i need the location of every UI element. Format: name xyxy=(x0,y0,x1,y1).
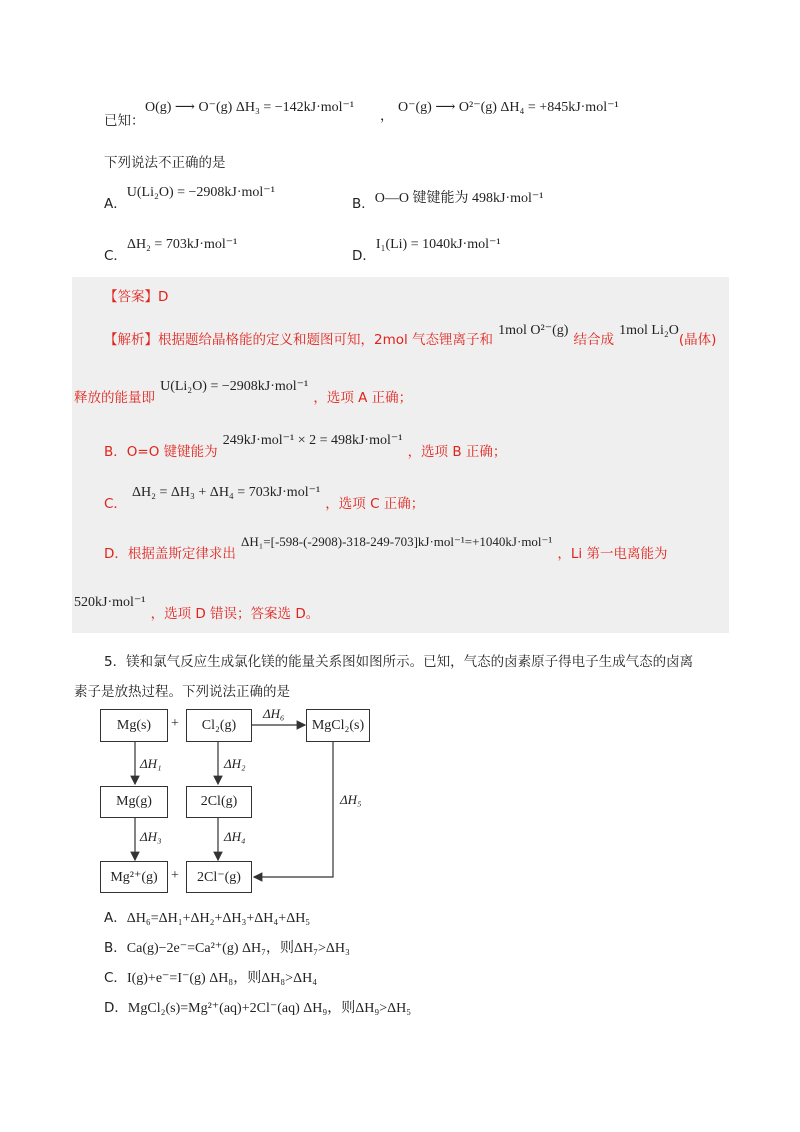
analysis-text: ，选项 D 错误；答案选 D。 xyxy=(150,606,320,622)
box-2cl-gas: 2Cl(g) xyxy=(186,786,252,818)
q5-option-d xyxy=(104,996,411,1017)
label-dh2: ΔH₂ xyxy=(224,756,246,771)
box-cl2-gas: Cl₂(g) xyxy=(186,709,252,742)
given-equation-3: O(g) ⟶ O⁻(g) ΔH₃ = −142kJ·mol⁻¹ xyxy=(145,100,355,115)
label-dh1: ΔH₁ xyxy=(140,756,162,771)
arrow-dh5 xyxy=(254,742,333,877)
box-mg-gas: Mg(g) xyxy=(100,786,168,818)
question-5-stem-line-2: 素子是放热过程。下列说法正确的是 xyxy=(74,684,290,700)
analysis-tag: 【解析】 xyxy=(104,332,158,348)
q5-option-b-text: Ca(g)−2e⁻=Ca²⁺(g) ΔH₇，则ΔH₇>ΔH₃ xyxy=(126,941,350,956)
option-a-text: U(Li₂O) = −2908kJ·mol⁻¹ xyxy=(126,185,275,200)
given-comma: ， xyxy=(380,108,394,124)
analysis-text: B．O=O 键键能为 xyxy=(104,444,218,460)
analysis-text: ，选项 C 正确； xyxy=(325,496,425,512)
analysis-text: ，选项 A 正确； xyxy=(313,390,413,406)
label-dh3: ΔH₃ xyxy=(140,829,162,844)
option-b-text: O—O 键键能为 498kJ·mol⁻¹ xyxy=(374,191,544,206)
analysis-text: 释放的能量即 xyxy=(74,390,155,406)
box-mg2plus-gas: Mg²⁺(g) xyxy=(100,861,168,893)
analysis-formula: ΔH₁=[-598-(-2908)-318-249-703]kJ·mol⁻¹=+1040kJ·mol⁻¹ xyxy=(241,534,553,549)
analysis-text: 根据题给晶格能的定义和题图可知，2mol 气态锂离子和 xyxy=(158,332,494,348)
analysis-formula: 1mol Li₂O xyxy=(619,323,679,338)
option-b-label: B． xyxy=(352,196,375,212)
q5-option-a xyxy=(104,906,310,927)
q5-option-c xyxy=(104,966,317,987)
analysis-formula: 520kJ·mol⁻¹ xyxy=(74,595,146,610)
analysis-text: C． xyxy=(104,496,127,512)
question-5-stem-line-1: 5．镁和氯气反应生成氯化镁的能量关系图如图所示。已知，气态的卤素原子得电子生成气态的卤离 xyxy=(104,654,694,670)
analysis-text: ，选项 B 正确； xyxy=(407,444,507,460)
plus-sign-top: + xyxy=(171,716,179,731)
option-d-text: I₁(Li) = 1040kJ·mol⁻¹ xyxy=(375,237,501,252)
plus-sign-bottom: + xyxy=(171,868,179,883)
option-a-label: A． xyxy=(104,196,127,212)
box-mg-solid: Mg(s) xyxy=(100,709,168,742)
label-dh5: ΔH₅ xyxy=(340,792,362,807)
q5-option-d-label: D． xyxy=(104,1000,128,1016)
label-dh6: ΔH₆ xyxy=(263,706,285,721)
given-prefix: 已知： xyxy=(104,113,145,129)
q5-option-b xyxy=(104,936,350,957)
analysis-formula: ΔH₂ = ΔH₃ + ΔH₄ = 703kJ·mol⁻¹ xyxy=(132,485,321,500)
analysis-text: ，Li 第一电离能为 xyxy=(557,546,668,562)
analysis-formula: 1mol O²⁻(g) xyxy=(498,323,569,338)
analysis-text: (晶体) xyxy=(678,332,717,348)
analysis-text: D．根据盖斯定律求出 xyxy=(104,546,236,562)
box-mgcl2-solid: MgCl₂(s) xyxy=(306,709,370,742)
q5-option-a-text: ΔH₆=ΔH₁+ΔH₂+ΔH₃+ΔH₄+ΔH₅ xyxy=(126,911,311,926)
option-c-label: C． xyxy=(104,248,127,264)
given-equation-4: O⁻(g) ⟶ O²⁻(g) ΔH₄ = +845kJ·mol⁻¹ xyxy=(398,100,619,115)
q5-option-a-label: A． xyxy=(104,910,127,926)
q5-option-c-label: C． xyxy=(104,970,127,986)
q5-option-b-label: B． xyxy=(104,940,127,956)
question-4-stem: 下列说法不正确的是 xyxy=(104,155,226,171)
box-2clminus-gas: 2Cl⁻(g) xyxy=(186,861,252,893)
q5-option-c-text: I(g)+e⁻=I⁻(g) ΔH₈，则ΔH₈>ΔH₄ xyxy=(126,971,318,986)
analysis-text: 结合成 xyxy=(573,332,615,348)
analysis-formula: 249kJ·mol⁻¹ × 2 = 498kJ·mol⁻¹ xyxy=(222,433,403,448)
answer-tag: 【答案】D xyxy=(104,289,169,305)
label-dh4: ΔH₄ xyxy=(224,829,246,844)
option-c-text: ΔH₂ = 703kJ·mol⁻¹ xyxy=(126,237,238,252)
q5-option-d-text: MgCl₂(s)=Mg²⁺(aq)+2Cl⁻(aq) ΔH₉，则ΔH₉>ΔH₅ xyxy=(127,1001,412,1016)
option-d-label: D． xyxy=(352,248,376,264)
analysis-formula: U(Li₂O) = −2908kJ·mol⁻¹ xyxy=(160,379,309,394)
